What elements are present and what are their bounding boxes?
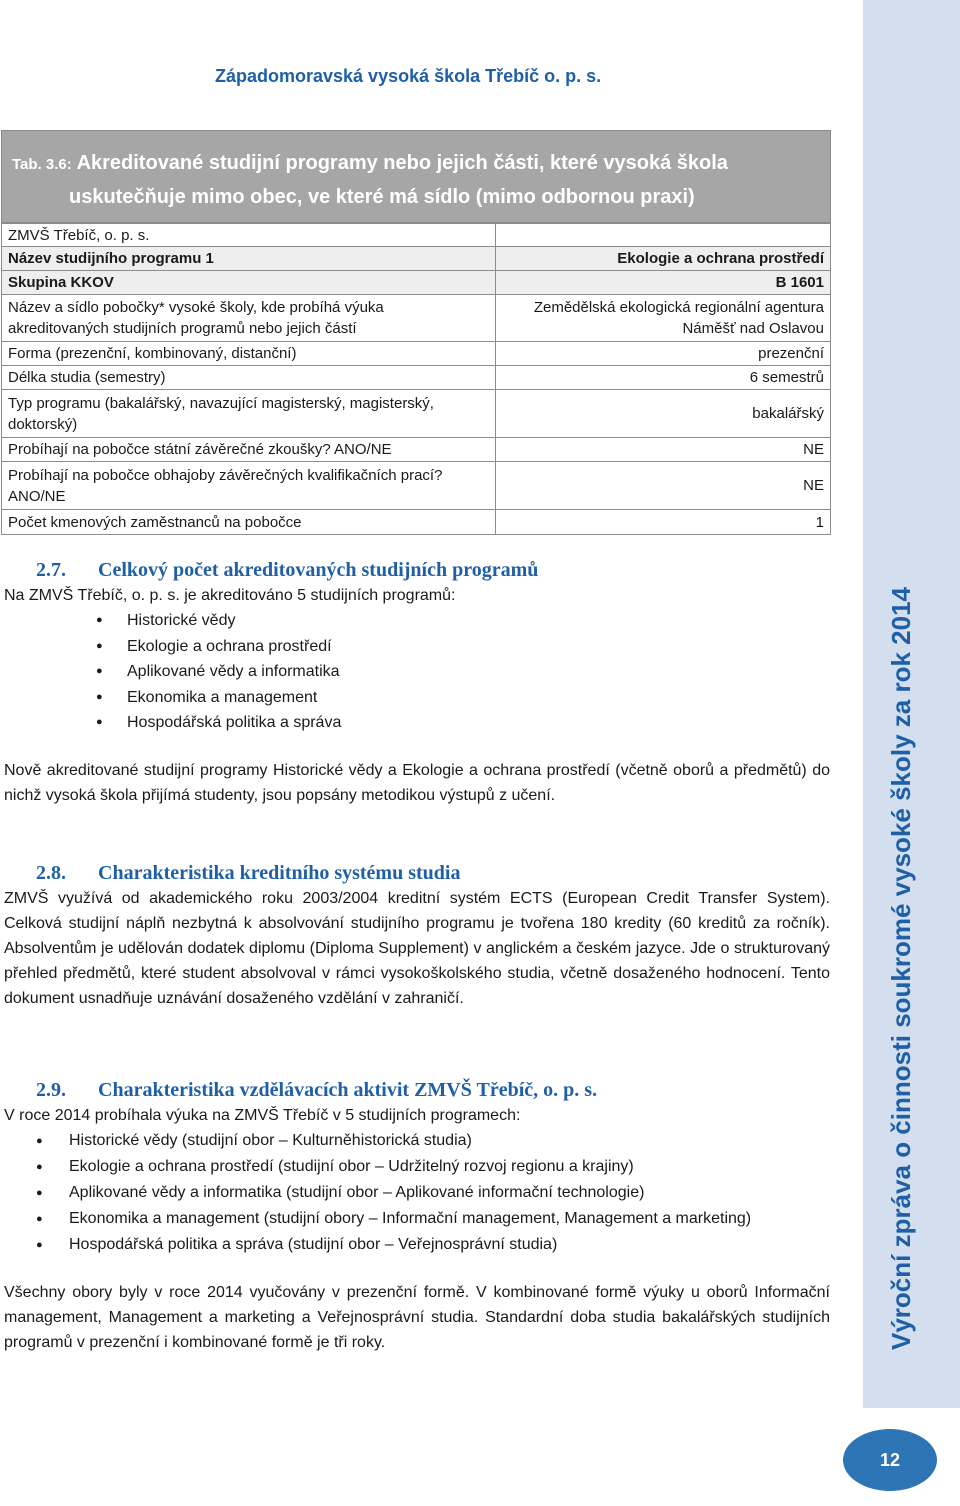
row-label: Délka studia (semestry) <box>2 366 496 390</box>
list-item: ● Hospodářská politika a správa <box>96 710 830 736</box>
table-row <box>2 462 831 510</box>
section-heading <box>4 860 830 886</box>
page-header-title: Západomoravská vysoká škola Třebíč o. p. s. <box>215 66 602 86</box>
section-heading <box>4 1077 830 1103</box>
list-item: ● Ekologie a ochrana prostředí <box>96 634 830 660</box>
row-label <box>2 390 496 438</box>
sidebar-title: Výroční zpráva o činnosti soukromé vysoké školy za rok 2014 <box>886 586 916 1350</box>
row-label <box>2 462 496 510</box>
section-2-9 <box>4 1077 830 1355</box>
row-value: NE <box>496 438 831 462</box>
list-item: ● Ekologie a ochrana prostředí (studijní obor – Udržitelný rozvoj regionu a krajiny) <box>36 1154 830 1180</box>
program-table <box>1 223 831 535</box>
table-org: ZMVŠ Třebíč, o. p. s. <box>2 224 496 247</box>
row-label: Počet kmenových zaměstnanců na pobočce <box>2 510 496 535</box>
section-2-7 <box>4 557 830 808</box>
list-item: ● Aplikované vědy a informatika <box>96 659 830 685</box>
row-value: B 1601 <box>496 271 831 295</box>
row-label: Skupina KKOV <box>2 271 496 295</box>
row-label-line2: ANO/NE <box>8 487 66 505</box>
row-label <box>2 295 496 342</box>
table-caption-label: Tab. 3.6: <box>12 156 72 173</box>
row-value-line1: Zemědělská ekologická regionální agentura <box>533 299 824 316</box>
row-label-line1: Název a sídlo pobočky* vysoké školy, kde probíhá výuka <box>8 299 384 316</box>
row-value <box>496 295 831 342</box>
row-label: Forma (prezenční, kombinovaný, distanční) <box>2 342 496 366</box>
table-row <box>2 295 831 342</box>
list-item: ● Ekonomika a management (studijní obory – Informační management, Management a marketing) <box>36 1206 830 1232</box>
section-paragraph: Nově akreditované studijní programy Historické vědy a Ekologie a ochrana prostředí (včetně oborů a předmětů) do nichž vysoká škola přijímá studenty, jsou popsány metodikou výstupů z učení. <box>4 761 830 804</box>
table-row <box>2 366 831 390</box>
table-row <box>2 510 831 535</box>
list-item: ● Hospodářská politika a správa (studijní obor – Veřejnosprávní studia) <box>36 1232 830 1258</box>
table-caption <box>1 130 831 223</box>
program-field-list <box>36 1128 830 1258</box>
section-title: Charakteristika kreditního systému studia <box>98 862 461 884</box>
list-item: ● Ekonomika a management <box>96 685 830 711</box>
row-value: 6 semestrů <box>496 366 831 390</box>
table-caption-line1: Akreditované studijní programy nebo jejich části, které vysoká škola <box>71 152 728 174</box>
row-label-line2: doktorský) <box>8 415 78 433</box>
section-title: Charakteristika vzdělávacích aktivit ZMVŠ Třebíč, o. p. s. <box>98 1079 598 1101</box>
table-row <box>2 224 831 247</box>
table-row <box>2 247 831 271</box>
row-value: prezenční <box>496 342 831 366</box>
row-value: bakalářský <box>496 390 831 438</box>
section-intro: V roce 2014 probíhala výuka na ZMVŠ Třebíč v 5 studijních programech: <box>4 1107 521 1124</box>
row-value-line2: Náměšť nad Oslavou <box>682 320 824 337</box>
section-intro: Na ZMVŠ Třebíč, o. p. s. je akreditováno 5 studijních programů: <box>4 587 456 604</box>
row-value: NE <box>496 462 831 510</box>
section-paragraph: ZMVŠ využívá od akademického roku 2003/2004 kreditní systém ECTS (European Credit Transfer System). Celková studijní náplň nezbytná k absolvování studijního programu je tvořena 180 kredity (60 kreditů za ročník). Absolventům je udělován dodatek diplomu (Diploma Supplement) v anglickém a českém jazyce. Jde o strukturovaný přehled předmětů, které student absolvoval v rámci vysokoškolského studia, včetně dosaženého hodnocení. Tento dokument usnadňuje uznávání dosaženého vzdělání v zahraničí. <box>4 890 830 1007</box>
list-item: ● Historické vědy (studijní obor – Kulturněhistorická studia) <box>36 1128 830 1154</box>
list-item: ● Aplikované vědy a informatika (studijní obor – Aplikované informační technologie) <box>36 1180 830 1206</box>
section-number: 2.7. <box>36 559 66 581</box>
row-label: Probíhají na pobočce státní závěrečné zkoušky? ANO/NE <box>2 438 496 462</box>
page-number-badge: 12 <box>843 1429 937 1491</box>
list-item: ● Historické vědy <box>96 608 830 634</box>
section-number: 2.8. <box>36 862 66 884</box>
section-number: 2.9. <box>36 1079 66 1101</box>
row-value: 1 <box>496 510 831 535</box>
row-label-line2: akreditovaných studijních programů nebo jejich částí <box>8 320 357 337</box>
section-title: Celkový počet akreditovaných studijních programů <box>98 559 539 581</box>
table-row <box>2 390 831 438</box>
section-paragraph: Všechny obory byly v roce 2014 vyučovány v prezenční formě. V kombinované formě výuky u oborů Informační management, Management a marketing a Veřejnosprávní studia. Standardní doba studia bakalářských studijních programů v prezenční i kombinované formě je tři roky. <box>4 1284 830 1351</box>
row-label: Název studijního programu 1 <box>2 247 496 271</box>
section-heading <box>4 557 830 583</box>
table-row <box>2 271 831 295</box>
table-row <box>2 438 831 462</box>
table-caption-line2: uskutečňuje mimo obec, ve které má sídlo (mimo odbornou praxi) <box>69 186 695 208</box>
section-2-8 <box>4 860 830 1011</box>
row-value: Ekologie a ochrana prostředí <box>496 247 831 271</box>
row-label-line1: Typ programu (bakalářský, navazující magisterský, magisterský, <box>8 394 434 412</box>
program-list <box>96 608 830 736</box>
row-label-line1: Probíhají na pobočce obhajoby závěrečných kvalifikačních prací? <box>8 466 443 484</box>
table-row <box>2 342 831 366</box>
